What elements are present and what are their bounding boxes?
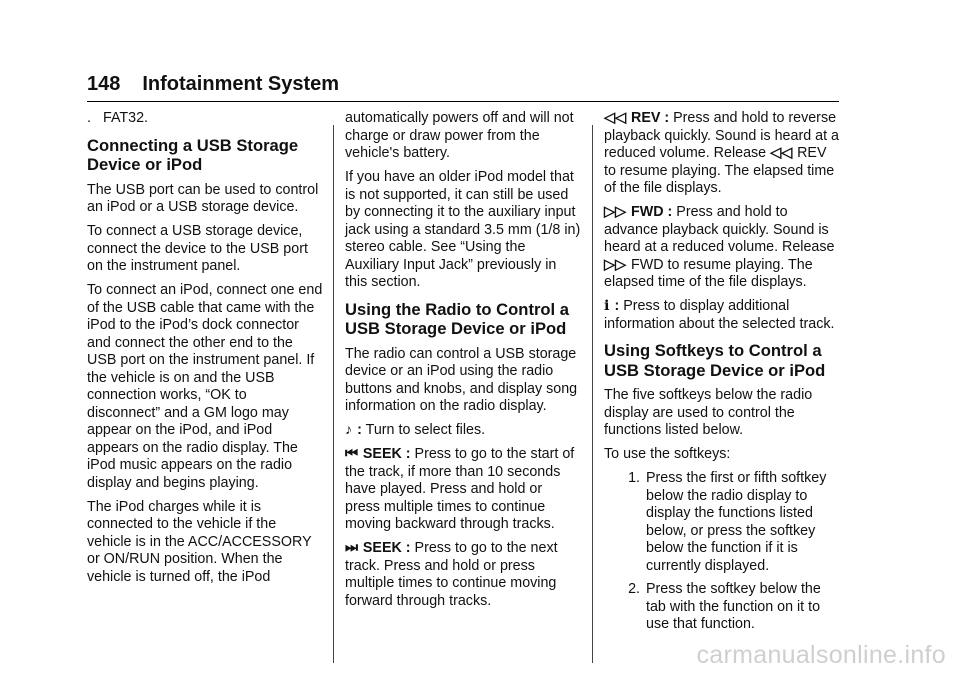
column-3	[604, 110, 840, 640]
control-seek-forward	[345, 540, 581, 610]
heading-connecting-usb: Connecting a USB Storage Device or iPod	[87, 135, 299, 174]
colon-label: :	[357, 422, 362, 438]
fast-forward-icon: ▷▷	[604, 204, 626, 220]
rev-text: Press and hold to reverse playback quickly. Sound is heard at a reduced volume. Release	[604, 110, 839, 161]
tune-text: Turn to select files.	[365, 422, 486, 438]
info-label: :	[614, 298, 620, 314]
step-number: 1.	[628, 470, 640, 486]
column-divider-1	[333, 125, 334, 663]
fwd-text: Press and hold to advance playback quickly. Sound is heard at a reduced volume. Release	[604, 204, 835, 255]
bullet-text: FAT32.	[103, 110, 149, 126]
control-info	[604, 298, 840, 333]
heading-using-softkeys: Using Softkeys to Control a USB Storage Device or iPod	[604, 341, 826, 380]
info-text: Press to display additional information about the selected track.	[604, 298, 835, 332]
bullet-fat32	[87, 110, 323, 128]
page-header	[87, 72, 339, 96]
control-tune	[345, 422, 581, 440]
rev-text-end: REV to resume playing. The elapsed time of the file displays.	[604, 145, 835, 196]
section-title: Infotainment System	[142, 73, 340, 95]
softkey-steps	[604, 470, 840, 634]
fwd-text-end: FWD to resume playing. The elapsed time of the file displays.	[604, 256, 813, 290]
rewind-icon: ◁◁	[604, 110, 626, 126]
control-fwd	[604, 204, 840, 292]
paragraph: If you have an older iPod model that is not supported, it can still be used by connecting it to the auxiliary input jack using a standard 3.5 mm (1/8 in) stereo cable. See “Using the Auxiliary Input Jack” previously in this section.	[345, 169, 581, 290]
column-divider-2	[592, 125, 593, 663]
paragraph: To connect a USB storage device, connect the device to the USB port on the instrument panel.	[87, 223, 308, 274]
list-item	[604, 581, 840, 634]
paragraph: automatically powers off and will not charge or draw power from the vehicle's battery.	[345, 110, 574, 161]
seek-forward-label: SEEK :	[362, 540, 411, 556]
music-note-icon: ♪	[345, 422, 353, 438]
page-number: 148	[87, 73, 121, 95]
step-text: Press the softkey below the tab with the function on it to use that function.	[646, 581, 821, 632]
info-icon: i	[604, 298, 610, 314]
step-number: 2.	[628, 581, 640, 597]
step-text: Press the first or fifth softkey below the radio display to display the functions listed below, or press the softkey below the function if it is currently displayed.	[646, 470, 827, 574]
fwd-label: FWD :	[631, 204, 673, 220]
bullet-marker: .	[87, 110, 91, 126]
paragraph: The iPod charges while it is connected to the vehicle if the vehicle is in the ACC/ACCESSORY or ON/RUN position. When the vehicle is turned off, the iPod	[87, 498, 312, 585]
heading-using-radio: Using the Radio to Control a USB Storage Device or iPod	[345, 299, 570, 338]
column-1	[87, 110, 323, 593]
seek-forward-text: Press to go to the next track. Press and hold or press multiple times to continue moving forward through tracks.	[345, 540, 558, 609]
control-seek-back	[345, 446, 581, 534]
paragraph: The five softkeys below the radio display are used to control the functions listed below.	[604, 387, 813, 438]
watermark: carmanualsonline.info	[696, 641, 946, 669]
control-rev	[604, 110, 840, 198]
rewind-icon: ◁◁	[770, 145, 793, 161]
seek-forward-icon: ⏭	[345, 540, 358, 556]
paragraph: To connect an iPod, connect one end of the USB cable that came with the iPod to the iPod’s dock connector and connect the other end to the USB port on the instrument panel. If the vehicle is on and the USB connection works, “OK to disconnect” and a GM logo may appear on the iPod, and iPod appears on the radio display. The iPod music appears on the radio display and begins playing.	[87, 282, 323, 491]
paragraph: To use the softkeys:	[604, 446, 731, 462]
header-rule	[87, 101, 839, 102]
rev-label: REV :	[631, 110, 670, 126]
paragraph: The radio can control a USB storage device or an iPod using the radio buttons and knobs, and display song information on the radio display.	[345, 345, 578, 414]
seek-back-icon: ⏮	[345, 446, 358, 462]
paragraph: The USB port can be used to control an iPod or a USB storage device.	[87, 181, 319, 215]
column-2	[345, 110, 581, 617]
seek-back-text: Press to go to the start of the track, if more than 10 seconds have played. Press and hold or press multiple times to continue moving backward through tracks.	[345, 446, 575, 532]
seek-back-label: SEEK :	[362, 446, 411, 462]
fast-forward-icon: ▷▷	[604, 256, 626, 273]
list-item	[604, 470, 840, 575]
